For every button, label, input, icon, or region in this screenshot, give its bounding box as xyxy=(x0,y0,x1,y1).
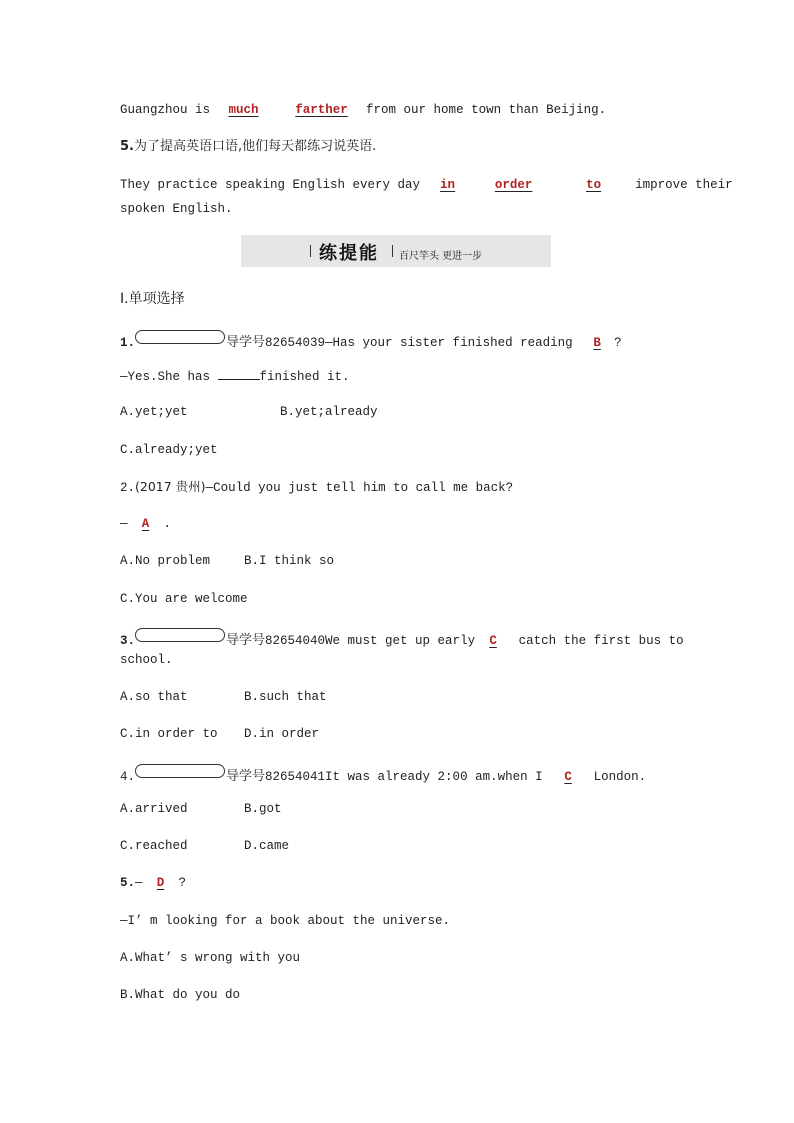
option-d: D.in order xyxy=(244,727,320,741)
english-sentence-line1 xyxy=(120,177,733,193)
option-a: A.What’ s wrong with you xyxy=(120,951,301,965)
question-number: 5. xyxy=(120,876,136,890)
banner-title: 练提能 xyxy=(319,243,379,264)
text: catch the first bus to xyxy=(511,634,684,648)
question-5-line2: —I’ m looking for a book about the universe. xyxy=(120,914,451,928)
option-a: A.No problem xyxy=(120,554,211,568)
question-2 xyxy=(120,479,513,496)
section-banner xyxy=(241,235,551,267)
answer-order: order xyxy=(494,178,533,192)
chinese-sentence: 为了提高英语口语,他们每天都练习说英语. xyxy=(133,139,377,154)
question-2-line2 xyxy=(120,516,171,532)
option-a: A.so that xyxy=(120,690,188,704)
answer-in: in xyxy=(440,178,456,192)
guide-number-box xyxy=(135,628,225,642)
english-sentence-line2: spoken English. xyxy=(120,202,233,216)
option-b: B.got xyxy=(244,802,282,816)
answer: C xyxy=(564,770,572,784)
option-b: B.yet;already xyxy=(280,405,378,419)
text: — xyxy=(135,876,143,890)
option-row xyxy=(120,801,282,817)
option-c: C.You are welcome xyxy=(120,592,248,606)
option-c: C.reached xyxy=(120,839,188,853)
answer-much: much xyxy=(228,103,259,117)
question-1-line2 xyxy=(120,367,350,385)
option-a: A.yet;yet xyxy=(120,405,188,419)
text: London. xyxy=(586,770,647,784)
option-c: C.already;yet xyxy=(120,443,218,457)
question-number: 1. xyxy=(120,336,136,350)
option-c: C.in order to xyxy=(120,727,218,741)
item-number: 5. xyxy=(120,139,134,154)
question-number: 4. xyxy=(120,770,136,784)
option-row xyxy=(120,404,378,420)
guide-label: 导学号 xyxy=(226,335,266,350)
question-text: 82654040We must get up early xyxy=(265,634,476,648)
text: from our home town than Beijing. xyxy=(358,103,607,117)
question-text: 82654041It was already 2:00 am.when I xyxy=(265,770,551,784)
option-row xyxy=(120,726,320,742)
text: —Yes.She has xyxy=(120,370,218,384)
translation-item-5 xyxy=(120,138,376,155)
question-1 xyxy=(120,330,622,351)
blank xyxy=(218,367,260,380)
text: ? xyxy=(178,876,187,890)
question-number: 2. xyxy=(120,481,136,495)
question-text: 82654039—Has your sister finished reading xyxy=(265,336,581,350)
question-3 xyxy=(120,628,684,649)
answer-to: to xyxy=(586,178,602,192)
text: — xyxy=(120,517,128,531)
answer: D xyxy=(156,876,165,890)
text: . xyxy=(163,517,172,531)
option-d: D.came xyxy=(244,839,290,853)
answer: A xyxy=(141,517,150,531)
text: ? xyxy=(614,336,622,350)
option-row xyxy=(120,838,290,854)
answer: C xyxy=(489,634,497,648)
text: They practice speaking English every day xyxy=(120,178,428,192)
guide-number-box xyxy=(135,330,225,344)
question-text: —Could you just tell him to call me back? xyxy=(205,481,514,495)
banner-subtitle: 百尺竿头 更进一步 xyxy=(399,251,483,262)
section-title: Ⅰ.单项选择 xyxy=(120,291,185,307)
answer: B xyxy=(593,336,601,350)
answer-farther: farther xyxy=(295,103,348,117)
option-b: B.I think so xyxy=(244,554,335,568)
guide-label: 导学号 xyxy=(226,769,266,784)
question-4 xyxy=(120,764,646,785)
divider xyxy=(310,245,311,257)
question-number: 3. xyxy=(120,634,136,648)
question-5 xyxy=(120,875,186,891)
sentence-guangzhou xyxy=(120,102,606,118)
guide-label: 导学号 xyxy=(226,633,266,648)
option-b: B.such that xyxy=(244,690,327,704)
text: improve their xyxy=(627,178,733,192)
guide-number-box xyxy=(135,764,225,778)
option-a: A.arrived xyxy=(120,802,188,816)
option-b: B.What do you do xyxy=(120,988,241,1002)
option-row xyxy=(120,553,335,569)
text: finished it. xyxy=(259,370,350,384)
question-source: (2017 贵州) xyxy=(135,479,206,494)
text: Guangzhou is xyxy=(120,103,218,117)
divider xyxy=(392,245,393,257)
option-row xyxy=(120,689,327,705)
question-3-line2: school. xyxy=(120,653,173,667)
